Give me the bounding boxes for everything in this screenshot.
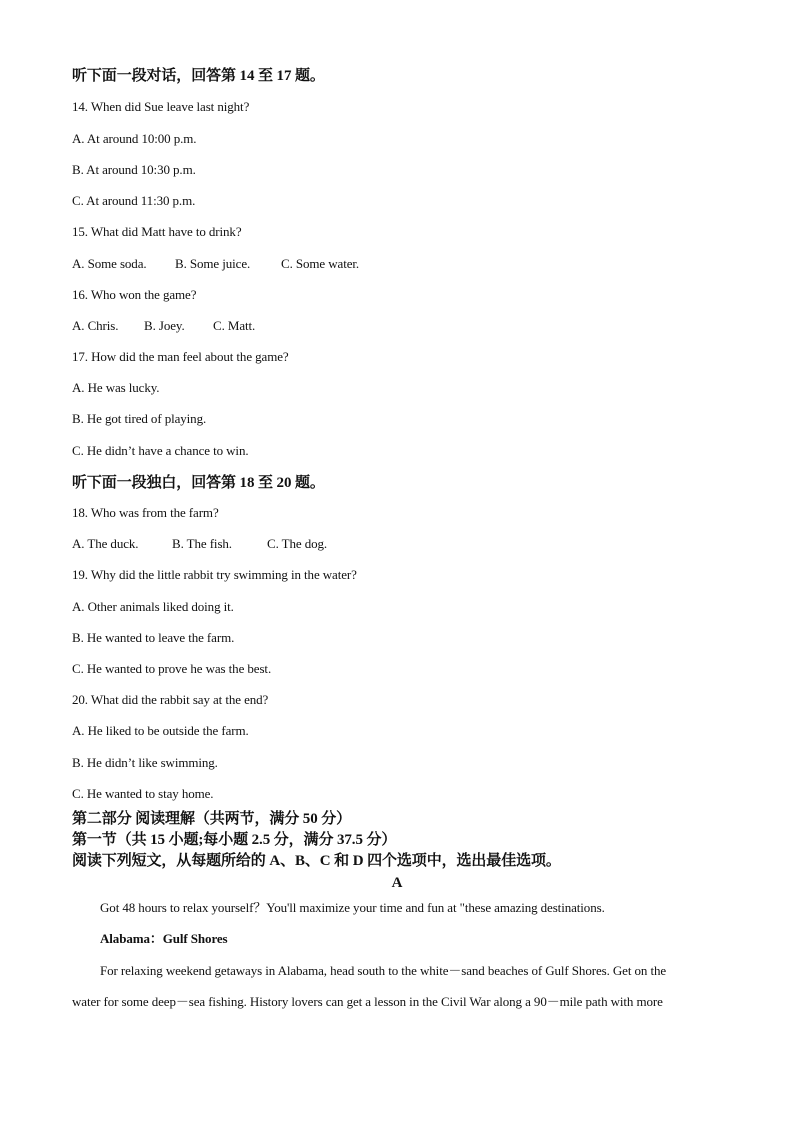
option-18-c: C. The dog. xyxy=(267,536,328,551)
question-14: 14. When did Sue leave last night? xyxy=(72,99,250,114)
option-19-a: A. Other animals liked doing it. xyxy=(72,599,234,614)
question-19: 19. Why did the little rabbit try swimming in the water? xyxy=(72,567,357,582)
option-18-a: A. The duck. xyxy=(72,536,139,551)
option-15-c: C. Some water. xyxy=(281,256,360,271)
option-17-c: C. He didn’t have a chance to win. xyxy=(72,443,249,458)
section-heading-monologue: 听下面一段独白，回答第 18 至 20 题。 xyxy=(72,475,325,491)
section-heading-dialogue: 听下面一段对话，回答第 14 至 17 题。 xyxy=(72,68,325,84)
passage-paragraph-line2: water for some deep－sea fishing. History lovers can get a lesson in the Civil War along a 90－mile path with more xyxy=(72,994,663,1009)
option-14-b: B. At around 10:30 p.m. xyxy=(72,162,196,177)
question-18: 18. Who was from the farm? xyxy=(72,505,219,520)
option-19-c: C. He wanted to prove he was the best. xyxy=(72,661,272,676)
question-15: 15. What did Matt have to drink? xyxy=(72,224,242,239)
option-20-c: C. He wanted to stay home. xyxy=(72,786,214,801)
option-15-b: B. Some juice. xyxy=(175,256,251,271)
option-16-c: C. Matt. xyxy=(213,318,256,333)
option-18-b: B. The fish. xyxy=(172,536,232,551)
passage-intro: Got 48 hours to relax yourself？You'll maximize your time and fun at "these amazing destinations. xyxy=(100,900,605,915)
option-16-b: B. Joey. xyxy=(144,318,185,333)
option-20-b: B. He didn’t like swimming. xyxy=(72,755,218,770)
part2-section-title: 第一节（共 15 小题;每小题 2.5 分，满分 37.5 分） xyxy=(72,832,397,848)
passage-subheading: Alabama：Gulf Shores xyxy=(100,931,228,946)
part2-title: 第二部分 阅读理解（共两节，满分 50 分） xyxy=(72,811,352,827)
option-15-a: A. Some soda. xyxy=(72,256,147,271)
question-20: 20. What did the rabbit say at the end? xyxy=(72,692,269,707)
question-16: 16. Who won the game? xyxy=(72,287,197,302)
passage-paragraph-line1: For relaxing weekend getaways in Alabama, head south to the white－sand beaches of Gulf Shores. Get on the xyxy=(100,963,667,978)
question-17: 17. How did the man feel about the game? xyxy=(72,349,289,364)
passage-label: A xyxy=(391,875,403,891)
option-19-b: B. He wanted to leave the farm. xyxy=(72,630,235,645)
option-17-a: A. He was lucky. xyxy=(72,380,160,395)
options-18 xyxy=(72,536,327,552)
option-16-a: A. Chris. xyxy=(72,318,119,333)
option-14-c: C. At around 11:30 p.m. xyxy=(72,193,196,208)
part2-instructions: 阅读下列短文，从每题所给的 A、B、C 和 D 四个选项中，选出最佳选项。 xyxy=(72,853,561,869)
option-14-a: A. At around 10:00 p.m. xyxy=(72,131,197,146)
options-16 xyxy=(72,318,255,334)
option-20-a: A. He liked to be outside the farm. xyxy=(72,723,249,738)
options-15 xyxy=(72,256,359,272)
option-17-b: B. He got tired of playing. xyxy=(72,411,207,426)
